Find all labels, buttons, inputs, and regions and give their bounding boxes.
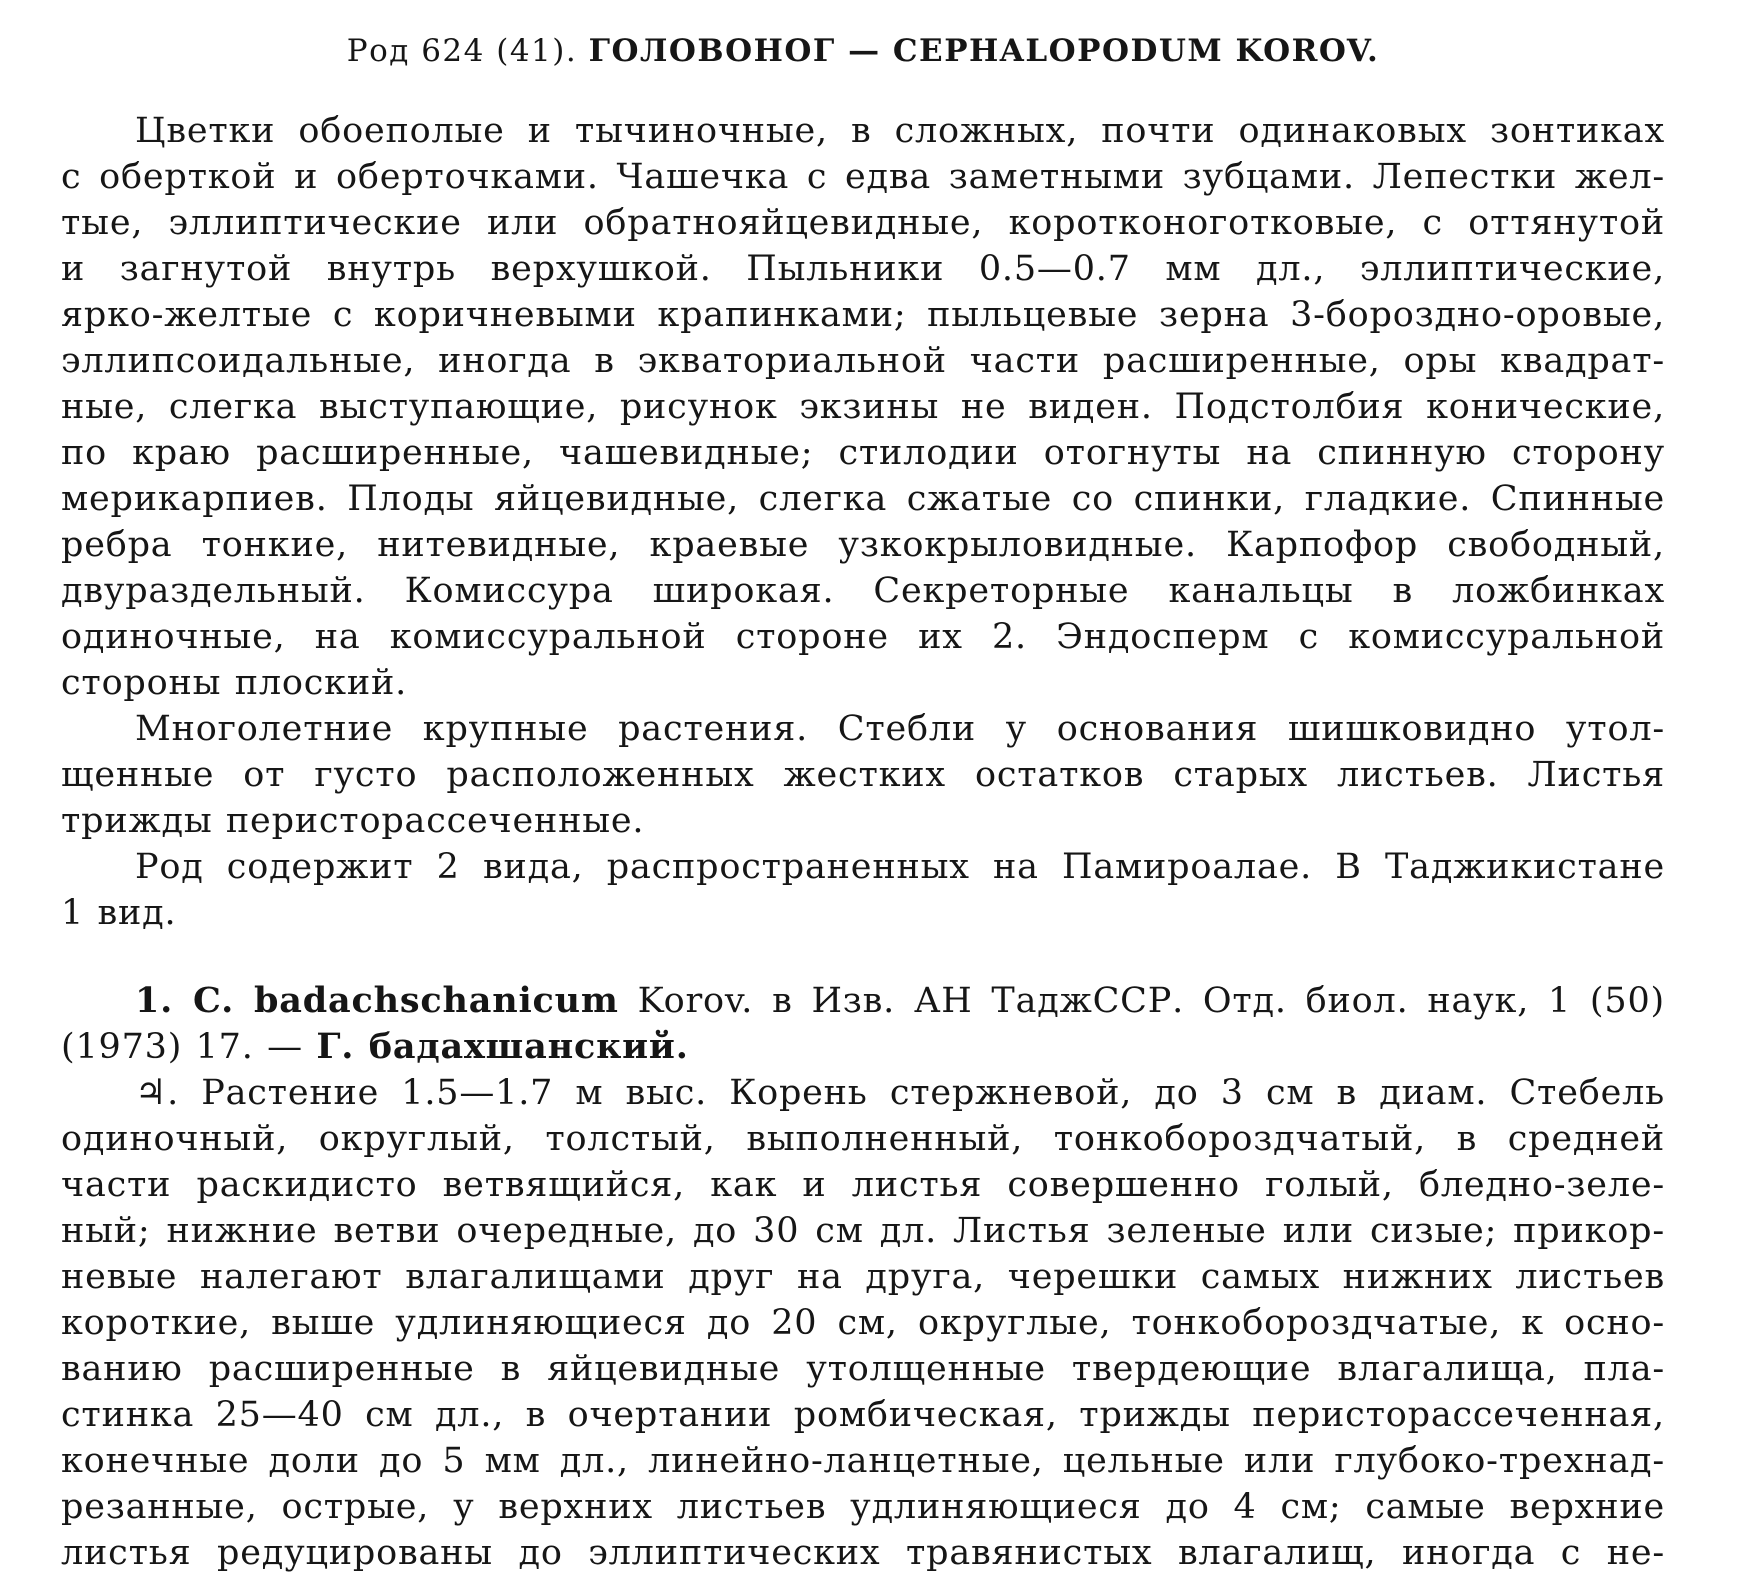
text-line: ярко-желтые с коричневыми крапинками; пыльцевые зерна 3-бороздно-оровые,	[61, 295, 1665, 335]
text-line: ный; нижние ветви очередные, до 30 см дл. Листья зеленые или сизые; прикор-	[61, 1211, 1665, 1251]
species-heading	[61, 978, 1665, 1070]
text-line: Цветки обоеполые и тычиночные, в сложных, почти одинаковых зонтиках	[135, 111, 1665, 151]
species-description-paragraph	[61, 1070, 1665, 1576]
text-line: двураздельный. Комиссура широкая. Секреторные канальцы в ложбинках	[61, 571, 1665, 611]
text-line: ные, слегка выступающие, рисунок экзины не виден. Подстолбия конические,	[61, 387, 1665, 427]
species-name-russian: Г. бадахшанский.	[316, 1026, 689, 1067]
text-line: с оберткой и оберточками. Чашечка с едва заметными зубцами. Лепестки жел-	[61, 157, 1665, 197]
text-line	[61, 1024, 1665, 1070]
text-line: ребра тонкие, нитевидные, краевые узкокрыловидные. Карпофор свободный,	[61, 525, 1665, 565]
text-line: ванию расширенные в яйцевидные утолщенные твердеющие влагалища, пла-	[61, 1349, 1665, 1389]
species-name-latin: 1. C. badachschanicum	[135, 980, 619, 1021]
text-line: резанные, острые, у верхних листьев удлиняющиеся до 4 см; самые верхние	[61, 1487, 1665, 1527]
genus-description-paragraph	[61, 108, 1665, 706]
text-line: трижды перисторассеченные.	[61, 801, 645, 841]
text-line: по краю расширенные, чашевидные; стилодии отогнуты на спинную сторону	[61, 433, 1665, 473]
species-citation-year: (1973) 17. —	[61, 1027, 303, 1067]
text-line: одиночные, на комиссуральной стороне их 2. Эндосперм с комиссуральной	[61, 617, 1665, 657]
habit-paragraph	[61, 706, 1665, 844]
genus-number: Род 624 (41).	[346, 33, 578, 69]
text-line: 1 вид.	[61, 893, 177, 933]
text-line: стороны плоский.	[61, 663, 408, 703]
distribution-paragraph	[61, 844, 1665, 936]
species-citation: Korov. в Изв. АН ТаджССР. Отд. биол. наук, 1 (50)	[637, 981, 1665, 1021]
text-line: листья редуцированы до эллиптических травянистых влагалищ, иногда с не-	[61, 1533, 1665, 1573]
text-line: одиночный, округлый, толстый, выполненный, тонкобороздчатый, в средней	[61, 1119, 1665, 1159]
text-line: ♃. Растение 1.5—1.7 м выс. Корень стержневой, до 3 см в диам. Стебель	[135, 1073, 1665, 1113]
text-line: Род содержит 2 вида, распространенных на Памироалае. В Таджикистане	[135, 847, 1665, 887]
text-line: и загнутой внутрь верхушкой. Пыльники 0.5—0.7 мм дл., эллиптические,	[61, 249, 1665, 289]
text-line: тые, эллиптические или обратнояйцевидные, коротконоготковые, с оттянутой	[61, 203, 1665, 243]
genus-name: ГОЛОВОНОГ — CEPHALOPODUM KOROV.	[588, 33, 1380, 69]
text-line	[61, 978, 1665, 1024]
text-line: короткие, выше удлиняющиеся до 20 см, округлые, тонкобороздчатые, к осно-	[61, 1303, 1665, 1343]
text-line: эллипсоидальные, иногда в экваториальной части расширенные, оры квадрат-	[61, 341, 1665, 381]
text-line: Многолетние крупные растения. Стебли у основания шишковидно утол-	[135, 709, 1665, 749]
text-line: конечные доли до 5 мм дл., линейно-ланцетные, цельные или глубоко-трехнад-	[61, 1441, 1665, 1481]
genus-heading	[61, 28, 1665, 74]
text-line: стинка 25—40 см дл., в очертании ромбическая, трижды перисторассеченная,	[61, 1395, 1665, 1435]
text-line: части раскидисто ветвящийся, как и листья совершенно голый, бледно-зеле-	[61, 1165, 1665, 1205]
text-line: невые налегают влагалищами друг на друга, черешки самых нижних листьев	[61, 1257, 1665, 1297]
text-line: щенные от густо расположенных жестких остатков старых листьев. Листья	[61, 755, 1665, 795]
text-line: мерикарпиев. Плоды яйцевидные, слегка сжатые со спинки, гладкие. Спинные	[61, 479, 1665, 519]
